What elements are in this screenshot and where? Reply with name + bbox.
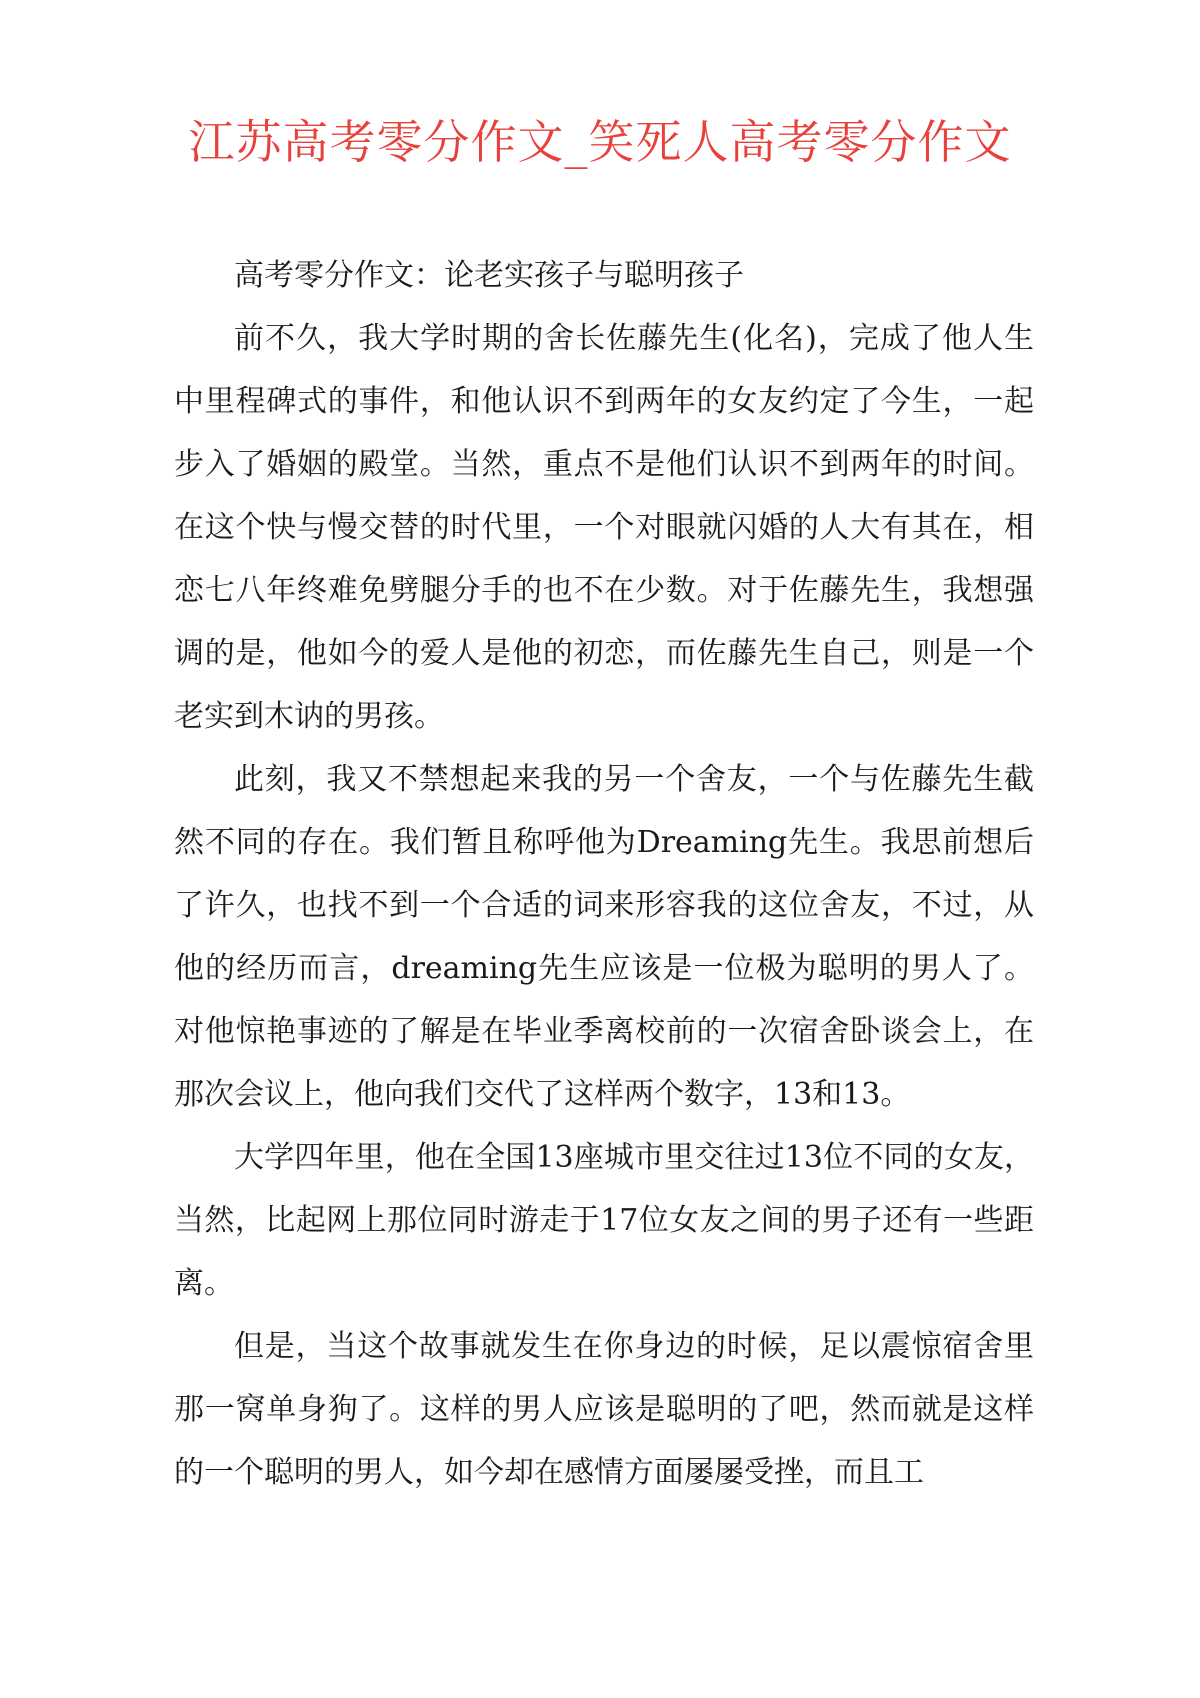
document-title: 江苏高考零分作文_笑死人高考零分作文 (188, 115, 1012, 169)
paragraph: 但是，当这个故事就发生在你身边的时候，足以震惊宿舍里那一窝单身狗了。这样的男人应该是聪明的了吧，然而就是这样的一个聪明的男人，如今却在感情方面屡屡受挫，而且工 (174, 1329, 1034, 1490)
document-body (174, 244, 1034, 1504)
paragraph-subtitle: 高考零分作文：论老实孩子与聪明孩子 (234, 258, 744, 293)
paragraph: 大学四年里，他在全国13座城市里交往过13位不同的女友，当然，比起网上那位同时游走于17位女友之间的男子还有一些距离。 (174, 1140, 1034, 1301)
paragraph: 前不久，我大学时期的舍长佐藤先生(化名)，完成了他人生中里程碑式的事件，和他认识不到两年的女友约定了今生，一起步入了婚姻的殿堂。当然，重点不是他们认识不到两年的时间。在这个快与慢交替的时代里，一个对眼就闪婚的人大有其在，相恋七八年终难免劈腿分手的也不在少数。对于佐藤先生，我想强调的是，他如今的爱人是他的初恋，而佐藤先生自己，则是一个老实到木讷的男孩。 (174, 321, 1034, 734)
paragraph: 此刻，我又不禁想起来我的另一个舍友，一个与佐藤先生截然不同的存在。我们暂且称呼他为Dreaming先生。我思前想后了许久，也找不到一个合适的词来形容我的这位舍友，不过，从他的经历而言，dreaming先生应该是一位极为聪明的男人了。对他惊艳事迹的了解是在毕业季离校前的一次宿舍卧谈会上，在那次会议上，他向我们交代了这样两个数字，13和13。 (174, 762, 1034, 1112)
